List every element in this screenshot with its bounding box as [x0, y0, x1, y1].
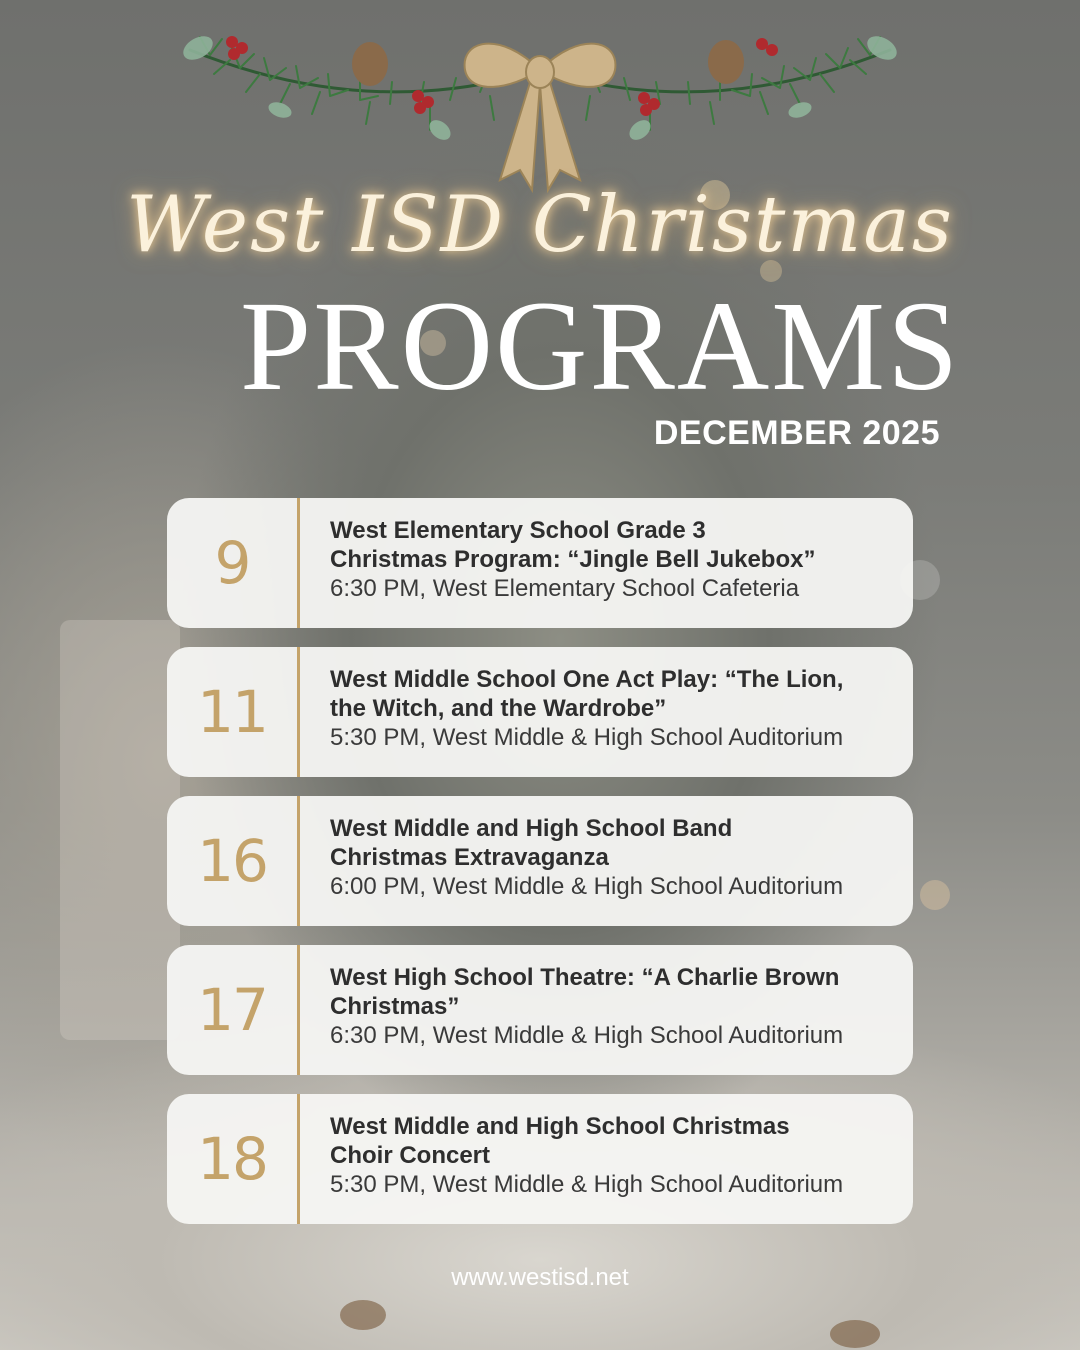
event-title-line2: Christmas Program: “Jingle Bell Jukebox” — [330, 546, 816, 573]
bokeh-light — [340, 1300, 386, 1330]
event-day: 18 — [167, 1094, 300, 1224]
event-card — [167, 796, 913, 926]
event-day: 17 — [167, 945, 300, 1075]
event-title-line1: West Middle School One Act Play: “The Lion, — [330, 666, 844, 693]
event-detail: 5:30 PM, West Middle & High School Auditorium — [330, 724, 844, 751]
event-detail: 6:30 PM, West Elementary School Cafeteria — [330, 575, 800, 602]
event-title-line1: West Middle and High School Christmas — [330, 1113, 790, 1140]
event-title-line2: the Witch, and the Wardrobe” — [330, 695, 667, 722]
page-title: PROGRAMS — [240, 275, 961, 417]
event-body — [300, 1094, 913, 1224]
website-link[interactable]: www.westisd.net — [451, 1264, 629, 1291]
event-day: 9 — [167, 498, 300, 628]
event-list — [167, 498, 913, 1243]
bokeh-light — [920, 880, 950, 910]
pine-garland-with-bow-icon — [170, 0, 910, 200]
bokeh-light — [60, 620, 180, 1040]
month-label: DECEMBER 2025 — [653, 414, 940, 452]
event-body — [300, 647, 913, 777]
event-detail: 5:30 PM, West Middle & High School Auditorium — [330, 1171, 844, 1198]
event-title-line1: West Elementary School Grade 3 — [330, 517, 706, 544]
event-detail: 6:00 PM, West Middle & High School Auditorium — [330, 873, 844, 900]
event-title-line1: West High School Theatre: “A Charlie Brown — [330, 964, 840, 991]
event-detail: 6:30 PM, West Middle & High School Auditorium — [330, 1022, 844, 1049]
event-body — [300, 498, 913, 628]
event-body — [300, 945, 913, 1075]
event-card — [167, 647, 913, 777]
event-title-line2: Christmas” — [330, 993, 460, 1020]
event-day: 11 — [167, 647, 300, 777]
event-title-line2: Choir Concert — [330, 1142, 491, 1169]
event-card — [167, 1094, 913, 1224]
event-day: 16 — [167, 796, 300, 926]
event-card — [167, 498, 913, 628]
event-title-line2: Christmas Extravaganza — [330, 844, 609, 871]
event-title-line1: West Middle and High School Band — [330, 815, 733, 842]
script-title: West ISD Christmas — [126, 180, 954, 270]
event-card — [167, 945, 913, 1075]
bokeh-light — [830, 1320, 880, 1348]
event-body — [300, 796, 913, 926]
